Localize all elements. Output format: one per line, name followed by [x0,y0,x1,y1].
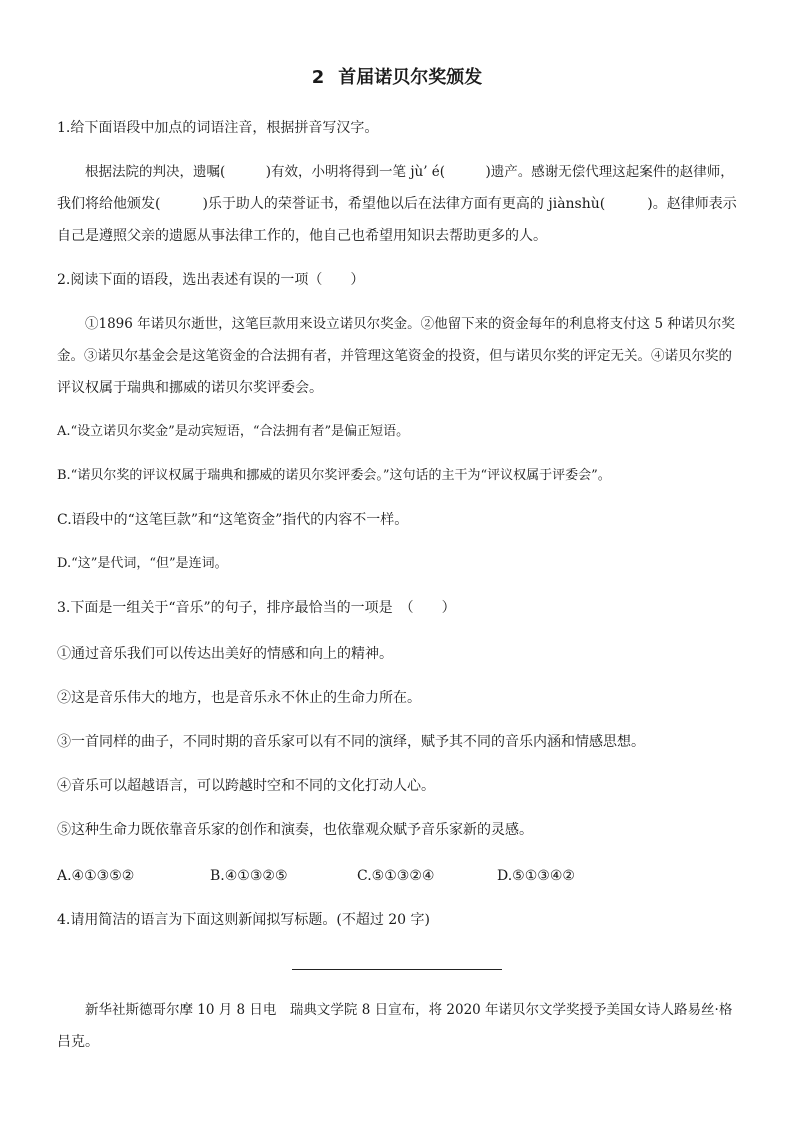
page-title [0,66,794,90]
question-1-paragraph-line: 自己是遵照父亲的遗愿从事法律工作的，他自己也希望用知识去帮助更多的人。 [57,228,547,244]
question-3-sentence: ②这是音乐伟大的地方，也是音乐永不休止的生命力所在。 [57,690,421,706]
news-paragraph-line: 新华社斯德哥尔摩 10 月 8 日电 瑞典文学院 8 日宣布，将 2020 年诺贝尔文学奖授予美国女诗人路易丝·格 [85,1002,733,1018]
lesson-number: 2 [311,67,325,88]
question-3-option-c: C.⑤①③②④ [357,868,435,884]
question-3-option-b: B.④①③②⑤ [210,868,288,884]
question-2-paragraph-line: ①1896 年诺贝尔逝世，这笔巨款用来设立诺贝尔奖金。②他留下来的资金每年的利息将支付这 5 种诺贝尔奖 [85,316,735,332]
question-2-option-b: B.“诺贝尔奖的评议权属于瑞典和挪威的诺贝尔奖评委会。”这句话的主干为“评议权属于评委会”。 [57,468,611,483]
lesson-title: 首届诺贝尔奖颁发 [338,67,483,88]
question-3-sentence: ③一首同样的曲子，不同时期的音乐家可以有不同的演绎，赋予其不同的音乐内涵和情感思想。 [57,734,645,750]
question-1-paragraph-line: 根据法院的判决，遗嘱( )有效，小明将得到一笔 jù’ é( )遗产。感谢无偿代理这起案件的赵律师， [85,164,734,180]
question-2-option-a: A.“设立诺贝尔奖金”是动宾短语，“合法拥有者”是偏正短语。 [57,424,410,439]
question-3-sentence: ④音乐可以超越语言，可以跨越时空和不同的文化打动人心。 [57,778,435,794]
question-1-paragraph-line: 我们将给他颁发( )乐于助人的荣誉证书，希望他以后在法律方面有更高的 jiànshù( )。赵律师表示 [57,196,737,212]
question-2-prompt: 2.阅读下面的语段，选出表述有误的一项（ ） [57,272,365,288]
question-3-sentence: ①通过音乐我们可以传达出美好的情感和向上的精神。 [57,646,393,662]
question-3-options [57,866,617,886]
question-4-prompt: 4.请用简洁的语言为下面这则新闻拟写标题。(不超过 20 字) [57,912,430,928]
question-2-option-c: C.语段中的“这笔巨款”和“这笔资金”指代的内容不一样。 [57,512,409,528]
question-3-sentence: ⑤这种生命力既依靠音乐家的创作和演奏，也依靠观众赋予音乐家新的灵感。 [57,822,533,838]
question-2-paragraph-line: 金。③诺贝尔基金会是这笔资金的合法拥有者，并管理这笔资金的投资，但与诺贝尔奖的评定无关。④诺贝尔奖的 [57,348,732,364]
question-3-option-d: D.⑤①③④② [497,868,575,884]
question-3-option-a: A.④①③⑤② [57,868,135,884]
question-2-option-d: D.“这”是代词，“但”是连词。 [57,556,228,571]
question-1-prompt: 1.给下面语段中加点的词语注音，根据拼音写汉字。 [57,120,379,136]
question-2-paragraph-line: 评议权属于瑞典和挪威的诺贝尔奖评委会。 [57,380,323,396]
answer-blank-line [292,969,502,970]
question-3-prompt: 3.下面是一组关于“音乐”的句子，排序最恰当的一项是 （ ） [57,600,456,616]
news-paragraph-line: 吕克。 [57,1034,99,1050]
